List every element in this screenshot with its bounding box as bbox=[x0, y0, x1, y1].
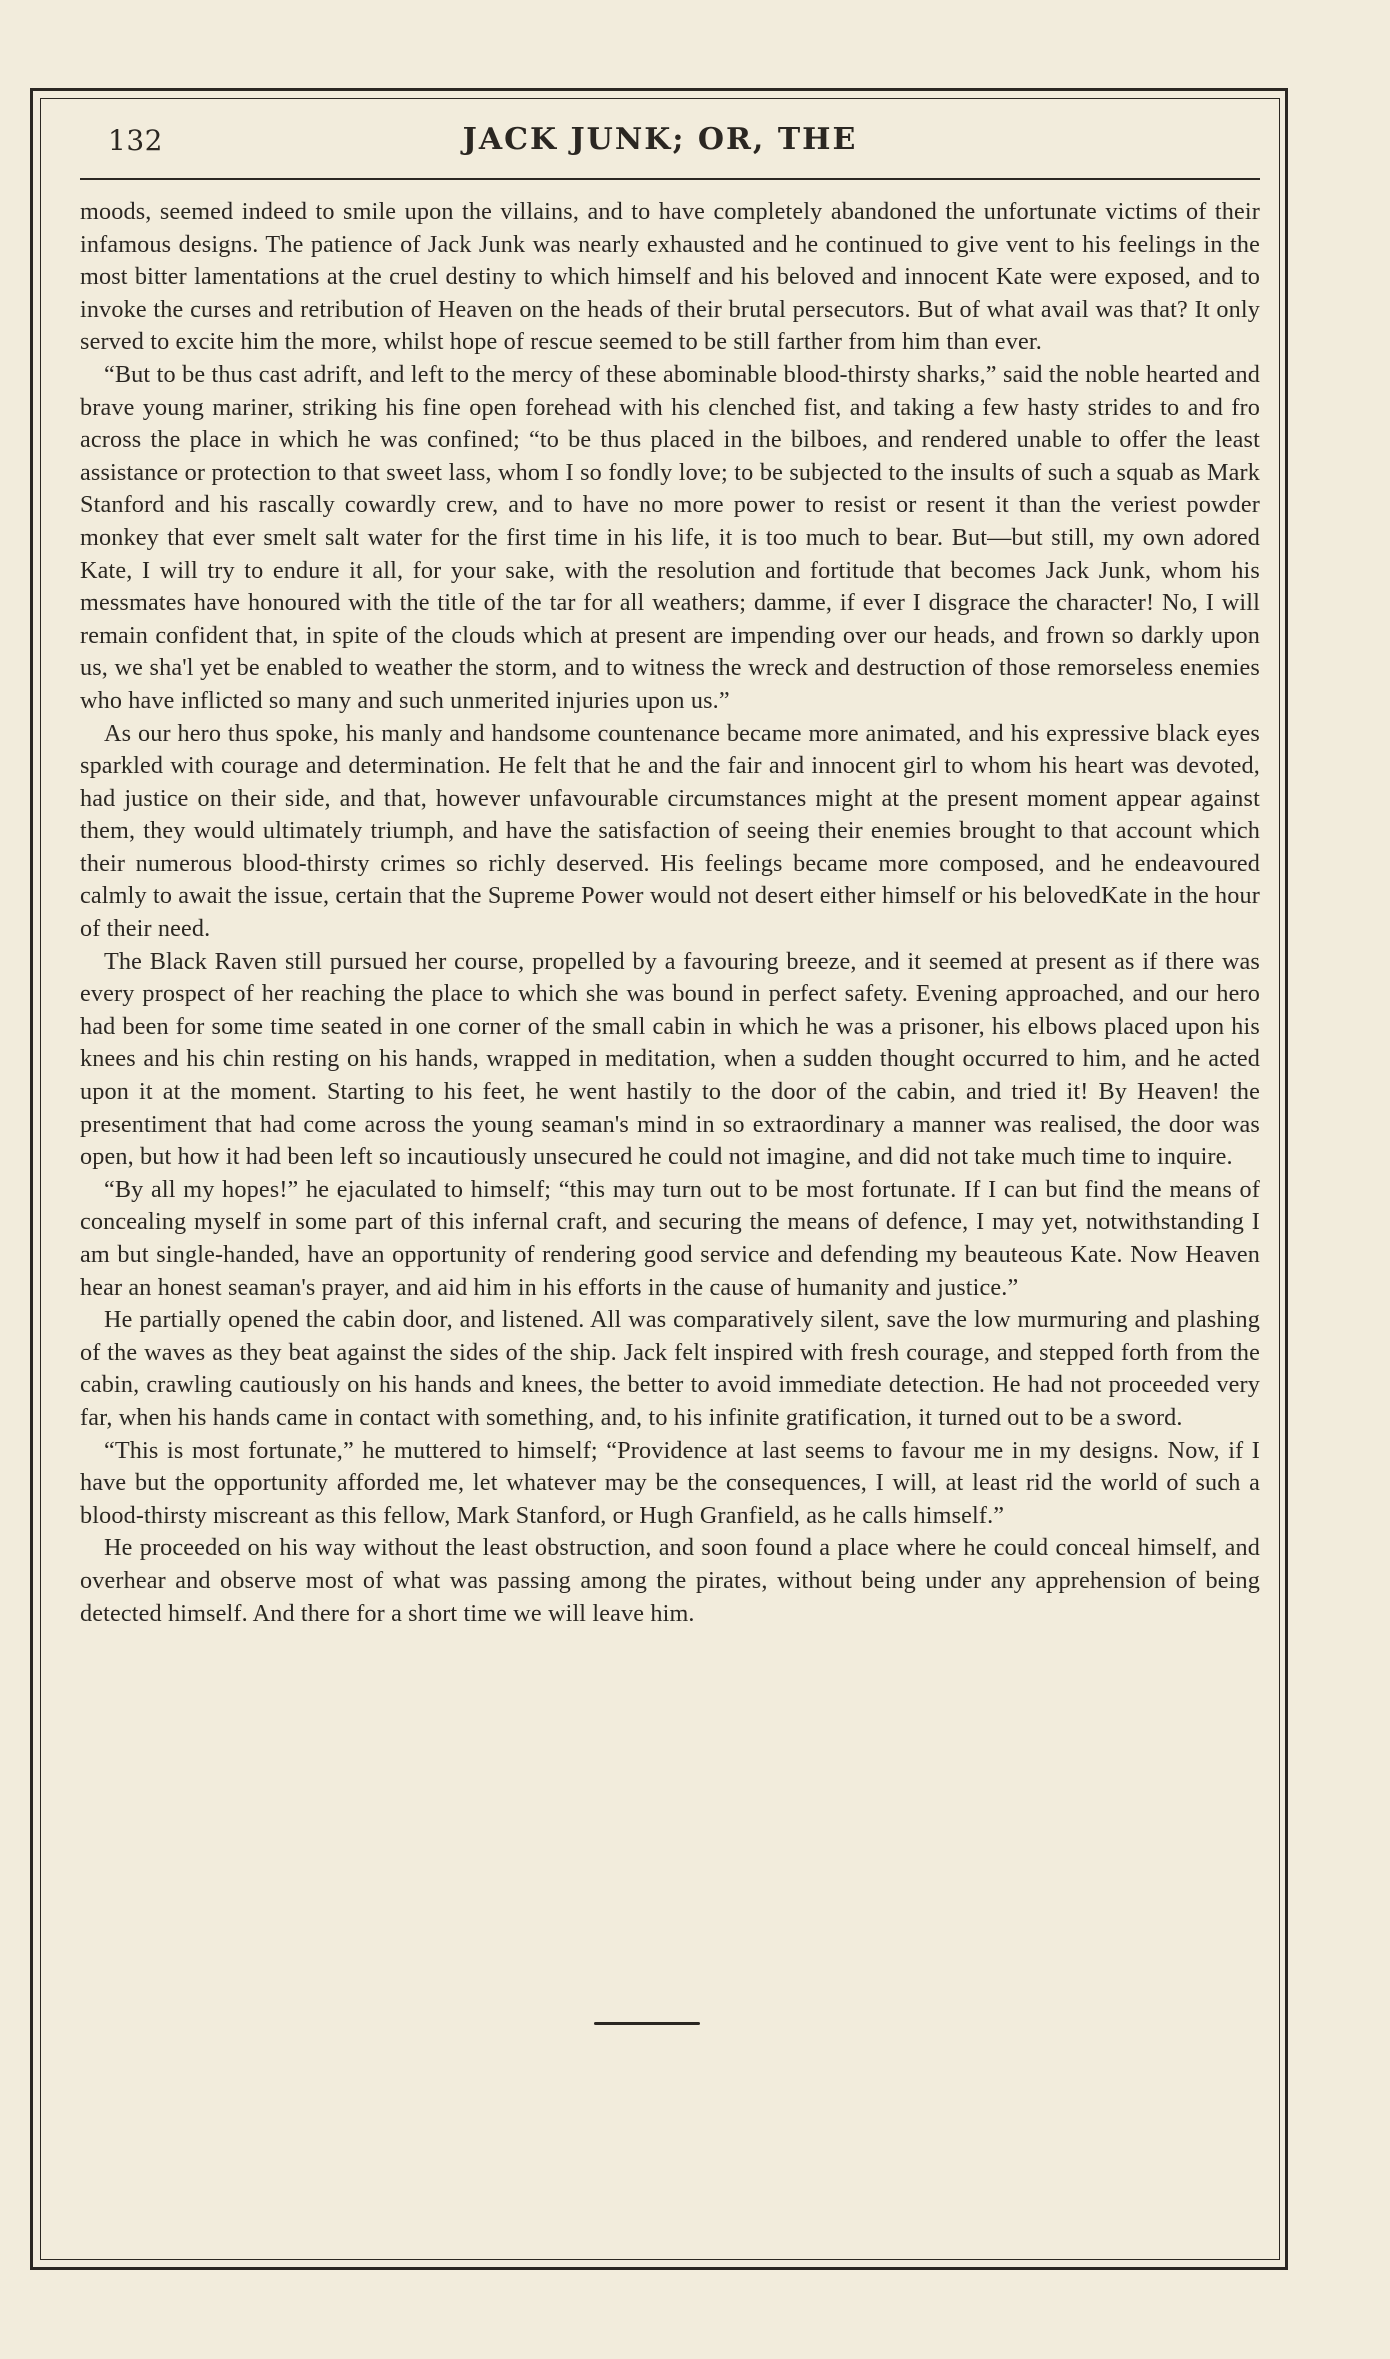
paragraph: “By all my hopes!” he ejaculated to himself; “this may turn out to be most fortunate. If I can but find the means of concealing myself in some part of this infernal craft, and securing the means of defence, I may yet, notwithstanding I am but single-handed, have an opportunity of rendering good service and defending my beauteous Kate. Now Heaven hear an honest seaman's prayer, and aid him in his efforts in the cause of humanity and justice.” bbox=[80, 1175, 1260, 1301]
paragraph: As our hero thus spoke, his manly and handsome countenance became more animated, and his expressive black eyes sparkled with courage and determination. He felt that he and the fair and innocent girl to whom his heart was devoted, had justice on their side, and that, however unfavourable circumstances might at the present moment appear against them, they would ultimately triumph, and have the satisfaction of seeing their enemies brought to that account which their numerous blood-thirsty crimes so richly deserved. His feelings became more composed, and he endeavoured calmly to await the issue, certain that the Supreme Power would not desert either himself or his belovedKate in the hour of their need. bbox=[80, 719, 1260, 943]
paragraph: “This is most fortunate,” he muttered to himself; “Providence at last seems to favour me in my designs. Now, if I have but the opportunity afforded me, let whatever may be the consequences, I will, at least rid the world of such a blood-thirsty miscreant as this fellow, Mark Stanford, or Hugh Granfield, as he calls himself.” bbox=[80, 1436, 1260, 1529]
paragraph: He partially opened the cabin door, and listened. All was comparatively silent, save the low murmuring and plashing of the waves as they beat against the sides of the ship. Jack felt inspired with fresh courage, and stepped forth from the cabin, crawling cautiously on his hands and knees, the better to avoid immediate detection. He had not proceeded very far, when his hands came in contact with something, and, to his infinite gratification, it turned out to be a sword. bbox=[80, 1306, 1260, 1431]
end-ornament bbox=[594, 2020, 700, 2026]
running-head bbox=[60, 118, 1260, 164]
body-text bbox=[80, 196, 1260, 1630]
paragraph: moods, seemed indeed to smile upon the villains, and to have completely abandoned the unfortunate victims of their infamous designs. The patience of Jack Junk was nearly exhausted and he continued to give vent to his feelings in the most bitter lamentations at the cruel destiny to which himself and his beloved and innocent Kate were exposed, and to invoke the curses and retribution of Heaven on the heads of their brutal persecutors. But of what avail was that? It only served to excite him the more, whilst hope of rescue seemed to be still farther from him than ever. bbox=[80, 198, 1260, 356]
paragraph: He proceeded on his way without the least obstruction, and soon found a place where he could conceal himself, and overhear and observe most of what was passing among the pirates, without being under any apprehension of being detected himself. And there for a short time we will leave him. bbox=[80, 1534, 1260, 1627]
paragraph: The Black Raven still pursued her course, propelled by a favouring breeze, and it seemed at present as if there was every prospect of her reaching the place to which she was bound in perfect safety. Evening approached, and our hero had been for some time seated in one corner of the small cabin in which he was a prisoner, his elbows placed upon his knees and his chin resting on his hands, wrapped in meditation, when a sudden thought occurred to him, and he acted upon it at the moment. Starting to his feet, he went hastily to the door of the cabin, and tried it! By Heaven! the presentiment that had come across the young seaman's mind in so extraordinary a manner was realised, the door was open, but how it had been left so incautiously unsecured he could not imagine, and did not take much time to inquire. bbox=[80, 947, 1260, 1171]
page-number: 132 bbox=[108, 124, 163, 157]
running-title: JACK JUNK; OR, THE bbox=[462, 122, 858, 157]
header-rule bbox=[80, 178, 1260, 180]
paragraph: “But to be thus cast adrift, and left to the mercy of these abominable blood-thirsty sharks,” said the noble hearted and brave young mariner, striking his fine open forehead with his clenched fist, and taking a few hasty strides to and fro across the place in which he was confined; “to be thus placed in the bilboes, and rendered unable to offer the least assistance or protection to that sweet lass, whom I so fondly love; to be subjected to the insults of such a squab as Mark Stanford and his rascally cowardly crew, and to have no more power to resist or resent it than the veriest powder monkey that ever smelt salt water for the first time in his life, it is too much to bear. But—but still, my own adored Kate, I will try to endure it all, for your sake, with the resolution and fortitude that becomes Jack Junk, whom his messmates have honoured with the title of the tar for all weathers; damme, if ever I disgrace the character! No, I will remain confident that, in spite of the clouds which at present are impending over our heads, and frown so darkly upon us, we sha'l yet be enabled to weather the storm, and to witness the wreck and destruction of those remorseless enemies who have inflicted so many and such unmerited injuries upon us.” bbox=[80, 360, 1260, 714]
